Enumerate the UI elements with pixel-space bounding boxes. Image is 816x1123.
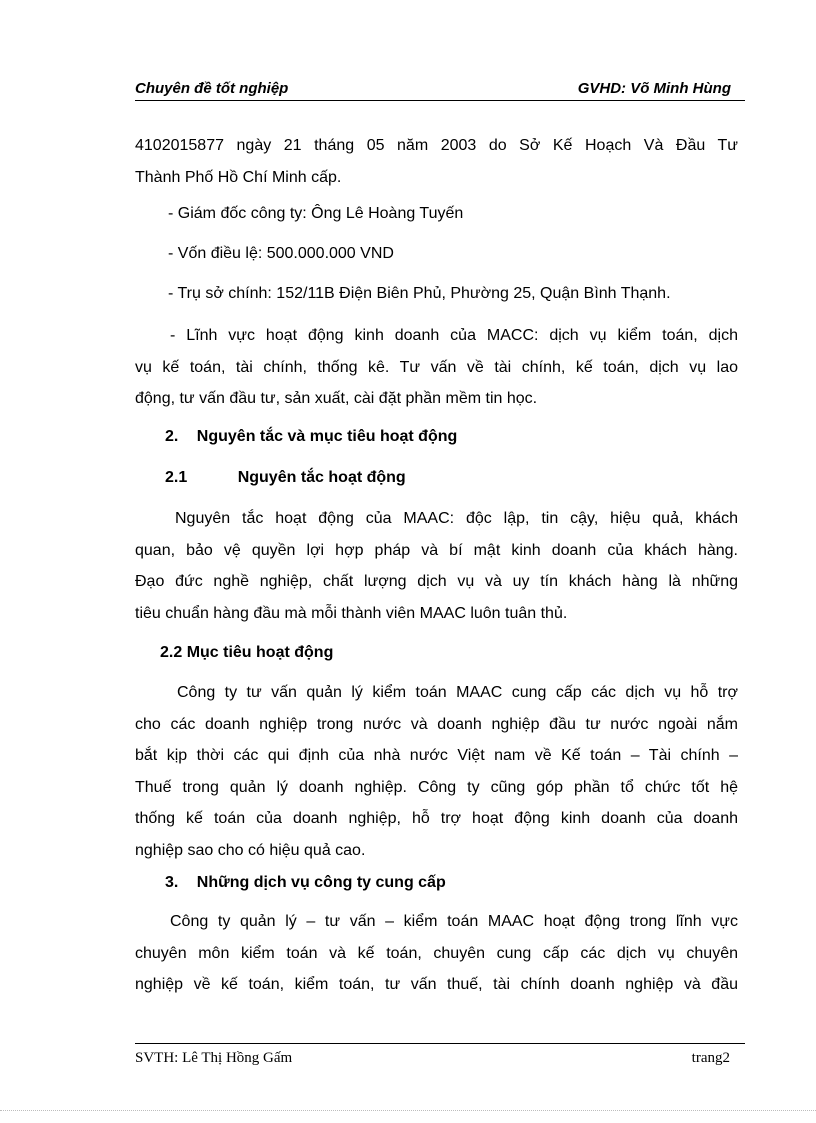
paragraph-principles: [135, 503, 738, 629]
section-heading-3: [165, 874, 446, 892]
text-line: Công ty quản lý – tư vấn – kiểm toán MAAC hoạt động trong lĩnh vực: [170, 913, 738, 930]
heading-text: Nguyên tắc và mục tiêu hoạt động: [196, 428, 458, 445]
text-line: Công ty tư vấn quản lý kiểm toán MAAC cung cấp các dịch vụ hỗ trợ: [177, 684, 738, 701]
list-item-headquarters: - Trụ sở chính: 152/11B Điện Biên Phủ, Phường 25, Quận Bình Thạnh.: [168, 285, 671, 302]
text-line: Nguyên tắc hoạt động của MAAC: độc lập, tin cậy, hiệu quả, khách: [175, 510, 738, 527]
section-heading-2-1: [165, 469, 406, 487]
heading-text: Những dịch vụ công ty cung cấp: [196, 874, 446, 891]
list-item-director: - Giám đốc công ty: Ông Lê Hoàng Tuyến: [168, 205, 464, 222]
header-title: Chuyên đề tốt nghiệp: [135, 80, 289, 97]
heading-number: 2.: [165, 428, 179, 445]
text-line: vụ kế toán, tài chính, thống kê. Tư vấn về tài chính, kế toán, dịch vụ lao: [135, 358, 738, 376]
section-heading-2-2: 2.2 Mục tiêu hoạt động: [160, 644, 334, 661]
paragraph-registration: [135, 130, 738, 193]
footer-student: SVTH: Lê Thị Hồng Gấm: [135, 1050, 293, 1066]
text-line: nghiệp sao cho có hiệu quả cao.: [135, 841, 366, 859]
text-line: quan, bảo vệ quyền lợi hợp pháp và bí mật kinh doanh của khách hàng.: [135, 541, 738, 559]
text-line: - Lĩnh vực hoạt động kinh doanh của MACC: dịch vụ kiểm toán, dịch: [170, 327, 738, 344]
text-line: nghiệp về kế toán, kiểm toán, tư vấn thuế, tài chính doanh nghiệp và đầu: [135, 976, 738, 993]
text-line: 4102015877 ngày 21 tháng 05 năm 2003 do Sở Kế Hoạch Và Đầu Tư: [135, 137, 738, 154]
text-line: cho các doanh nghiệp trong nước và doanh nghiệp đầu tư nước ngoài nắm: [135, 715, 738, 733]
paragraph-services: [135, 906, 738, 1001]
text-line: chuyên môn kiểm toán và kế toán, chuyên cung cấp các dịch vụ chuyên: [135, 944, 738, 962]
text-line: Đạo đức nghề nghiệp, chất lượng dịch vụ và uy tín khách hàng là những: [135, 573, 738, 590]
page-footer: [135, 1043, 745, 1066]
heading-text: Nguyên tắc hoạt động: [237, 469, 406, 486]
text-line: thống kế toán của doanh nghiệp, hỗ trợ hoạt động kinh doanh của doanh: [135, 810, 738, 827]
heading-number: 2.1: [165, 469, 188, 486]
paragraph-business-fields: [135, 320, 738, 415]
list-item-capital: - Vốn điều lệ: 500.000.000 VND: [168, 245, 394, 262]
text-line: bắt kịp thời các qui định của nhà nước Việt nam về Kế toán – Tài chính –: [135, 747, 738, 764]
paragraph-objectives: [135, 677, 738, 866]
heading-number: 3.: [165, 874, 179, 891]
page-header: [135, 78, 745, 101]
text-line: tiêu chuẩn hàng đầu mà mỗi thành viên MAAC luôn tuân thủ.: [135, 604, 568, 622]
footer-page-number: trang2: [691, 1050, 730, 1066]
text-line: động, tư vấn đầu tư, sản xuất, cài đặt phần mềm tin học.: [135, 390, 538, 407]
text-line: Thành Phố Hồ Chí Minh cấp.: [135, 168, 342, 186]
section-heading-2: [165, 428, 457, 446]
header-advisor: GVHD: Võ Minh Hùng: [577, 80, 731, 97]
page-break-divider: [0, 1110, 816, 1111]
text-line: Thuế trong quản lý doanh nghiệp. Công ty cũng góp phần tổ chức tốt hệ: [135, 778, 738, 796]
